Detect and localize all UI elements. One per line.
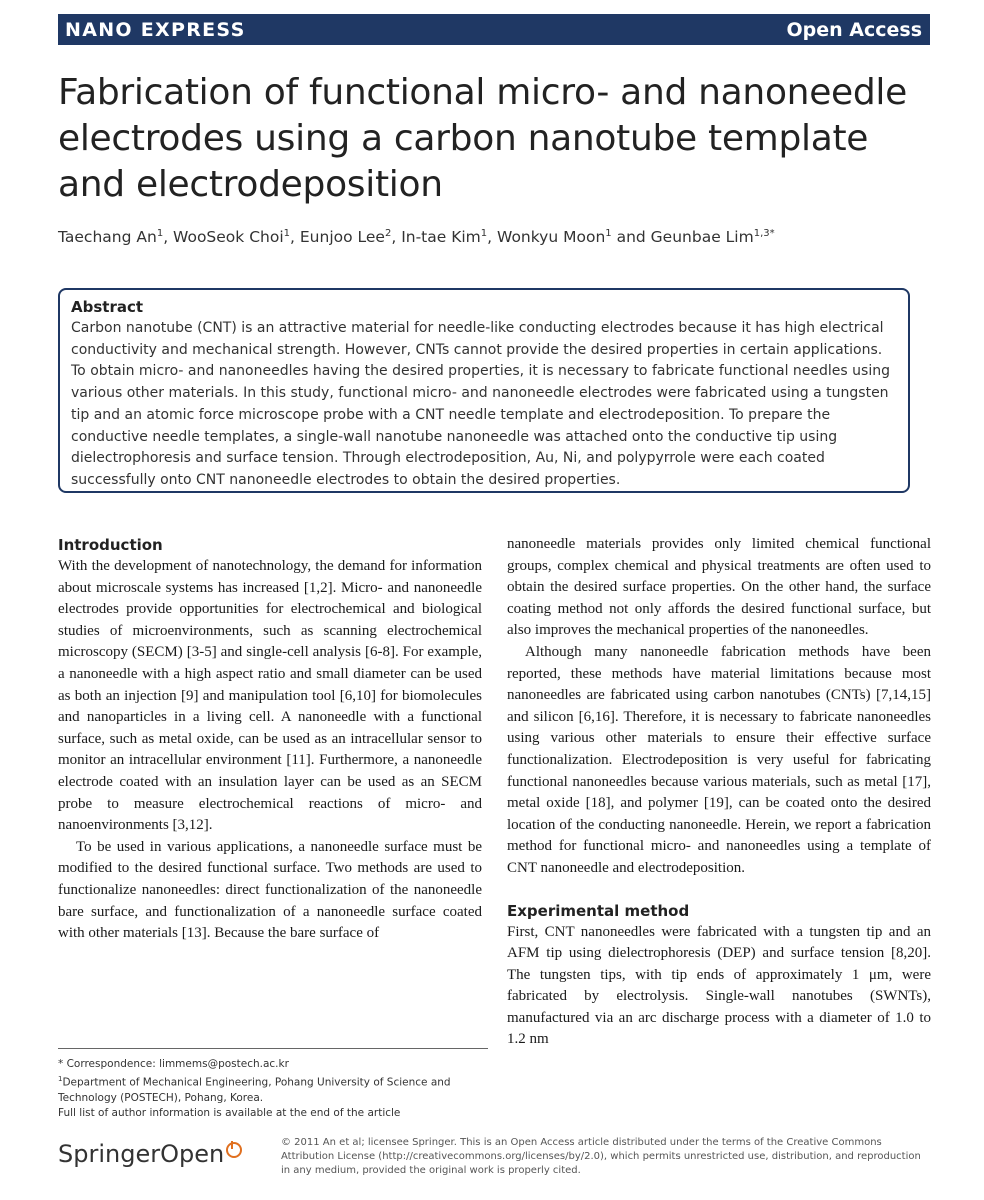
full-list-note: Full list of author information is available at the end of the article	[58, 1106, 401, 1119]
license-text: © 2011 An et al; licensee Springer. This is an Open Access article distributed under the terms of the Creative Commons Attribution License (http://creativecommons.org/licenses/by/2.0), which permits unrestricted use, distribution, and reproduction in any medium, provided the original work is properly cited.	[281, 1137, 921, 1176]
author-affiliation: 2	[384, 228, 392, 239]
intro-paragraph-2: To be used in various applications, a nanoneedle surface must be modified to the desired functional surface. Two methods are used to functionalize nanoneedles: direct functionalization of the nanoneedle bare surface, and functionalization of a nanoneedle surface coated with other materials [13]. Because the bare surface of	[58, 838, 482, 942]
intro-paragraph-4: Although many nanoneedle fabrication methods have been reported, these methods have material limitations because most nanoneedles are fabricated using carbon nanotubes (CNTs) [7,14,15] and silicon [6,16]. Therefore, it is necessary to fabricate nanoneedles using various other materials to ensure their effective surface functionalization. Electrodeposition is very useful for fabricating functional nanoneedles because various materials, such as metal [17], metal oxide [18], and polymer [19], can be coated onto the desired location of the conducting nanoneedle. Herein, we report a fabrication method for functional micro- and nanoneedles using a template of CNT nanoneedle and electrodeposition.	[507, 643, 931, 876]
author-affiliation: 1	[156, 228, 164, 239]
author-name: Wonkyu Moon	[497, 228, 606, 247]
section-label: NANO EXPRESS	[65, 18, 246, 41]
author-affiliation: 1	[605, 228, 612, 239]
author-affiliation: 1	[283, 228, 291, 239]
author-affiliation: 1,3*	[753, 228, 775, 239]
experimental-paragraph-1: First, CNT nanoneedles were fabricated with a tungsten tip and an AFM tip using dielectrophoresis (DEP) and surface tension [8,20]. The tungsten tips, with tip ends of approximately 1 μm, were fabricated by electrolysis. Single-wall nanotubes (SWNTs), manufactured via an arc discharge process with a diameter of 1.0 to 1.2 nm	[507, 923, 931, 1048]
author-list: Taechang An$^1$, WooSeok Choi$^1$, Eunjoo Lee$^2$, In-tae Kim$^1$, Wonkyu Moon$^1$ and Geunbae Lim$^{1,3*}$	[58, 228, 775, 247]
abstract-box	[58, 288, 910, 493]
author-affiliation: 1	[480, 228, 488, 239]
springeropen-logo	[58, 1140, 242, 1168]
footnotes	[58, 1048, 488, 1121]
intro-paragraph-3: nanoneedle materials provides only limited chemical functional groups, complex chemical and physical treatments are often used to obtain the desired surface properties. On the other hand, the surface coating method not only affords the desired functional surface, but also improves the mechanical properties of the nanoneedles.	[507, 536, 931, 639]
right-column	[507, 534, 931, 1051]
journal-banner	[58, 14, 930, 45]
author-name: In-tae Kim	[401, 228, 481, 247]
paper-title: Fabrication of functional micro- and nanoneedle electrodes using a carbon nanotube template and electrodeposition	[58, 72, 907, 205]
author-name: Taechang An	[58, 228, 157, 247]
open-access-label: Open Access	[786, 18, 922, 41]
author-name: Eunjoo Lee	[299, 228, 385, 247]
correspondence-note: * Correspondence: limmems@postech.ac.kr	[58, 1058, 289, 1070]
abstract-heading: Abstract	[71, 298, 144, 316]
author-name: Geunbae Lim	[650, 228, 754, 247]
affiliation-note: $^1$Department of Mechanical Engineering, Pohang University of Science and Technology (POSTECH), Pohang, Korea.	[58, 1075, 451, 1104]
intro-paragraph-1: With the development of nanotechnology, the demand for information about microscale systems has increased [1,2]. Micro- and nanoneedle electrodes provide opportunities for electrochemical and biological studies of microenvironments, such as scanning electrochemical microscopy (SECM) [3-5] and single-cell analysis [6-8]. For example, a nanoneedle with a high aspect ratio and small diameter can be used as both an injection [9] and manipulation tool [6,10] for biomolecules and nanoparticles in a living cell. A nanoneedle with a functional surface, such as metal oxide, can be used as an intracellular sensor to monitor an intracellular environment [11]. Furthermore, a nanoneedle electrode coated with an insulation layer can be used as an SECM probe to measure electrochemical reactions of micro- and nanoenvironments [3,12].	[58, 558, 482, 834]
left-column	[58, 534, 482, 945]
introduction-heading: Introduction	[58, 536, 163, 554]
abstract-text: Carbon nanotube (CNT) is an attractive material for needle-like conducting electrodes because it has high electrical conductivity and mechanical strength. However, CNTs cannot provide the desired properties in certain applications. To obtain micro- and nanoneedles having the desired properties, it is necessary to fabricate functional needles using various other materials. In this study, functional micro- and nanoneedle electrodes were fabricated using a tungsten tip and an atomic force microscope probe with a CNT needle template and electrodeposition. To prepare the conductive needle templates, a single-wall nanotube nanoneedle was attached onto the conductive tip using dielectrophoresis and surface tension. Through electrodeposition, Au, Ni, and polypyrrole were each coated successfully onto CNT nanoneedle electrodes to obtain the desired properties.	[71, 320, 890, 488]
author-name: WooSeok Choi	[173, 228, 284, 247]
experimental-heading: Experimental method	[507, 901, 690, 920]
power-icon	[226, 1142, 242, 1158]
logo-text: SpringerOpen	[58, 1140, 225, 1168]
